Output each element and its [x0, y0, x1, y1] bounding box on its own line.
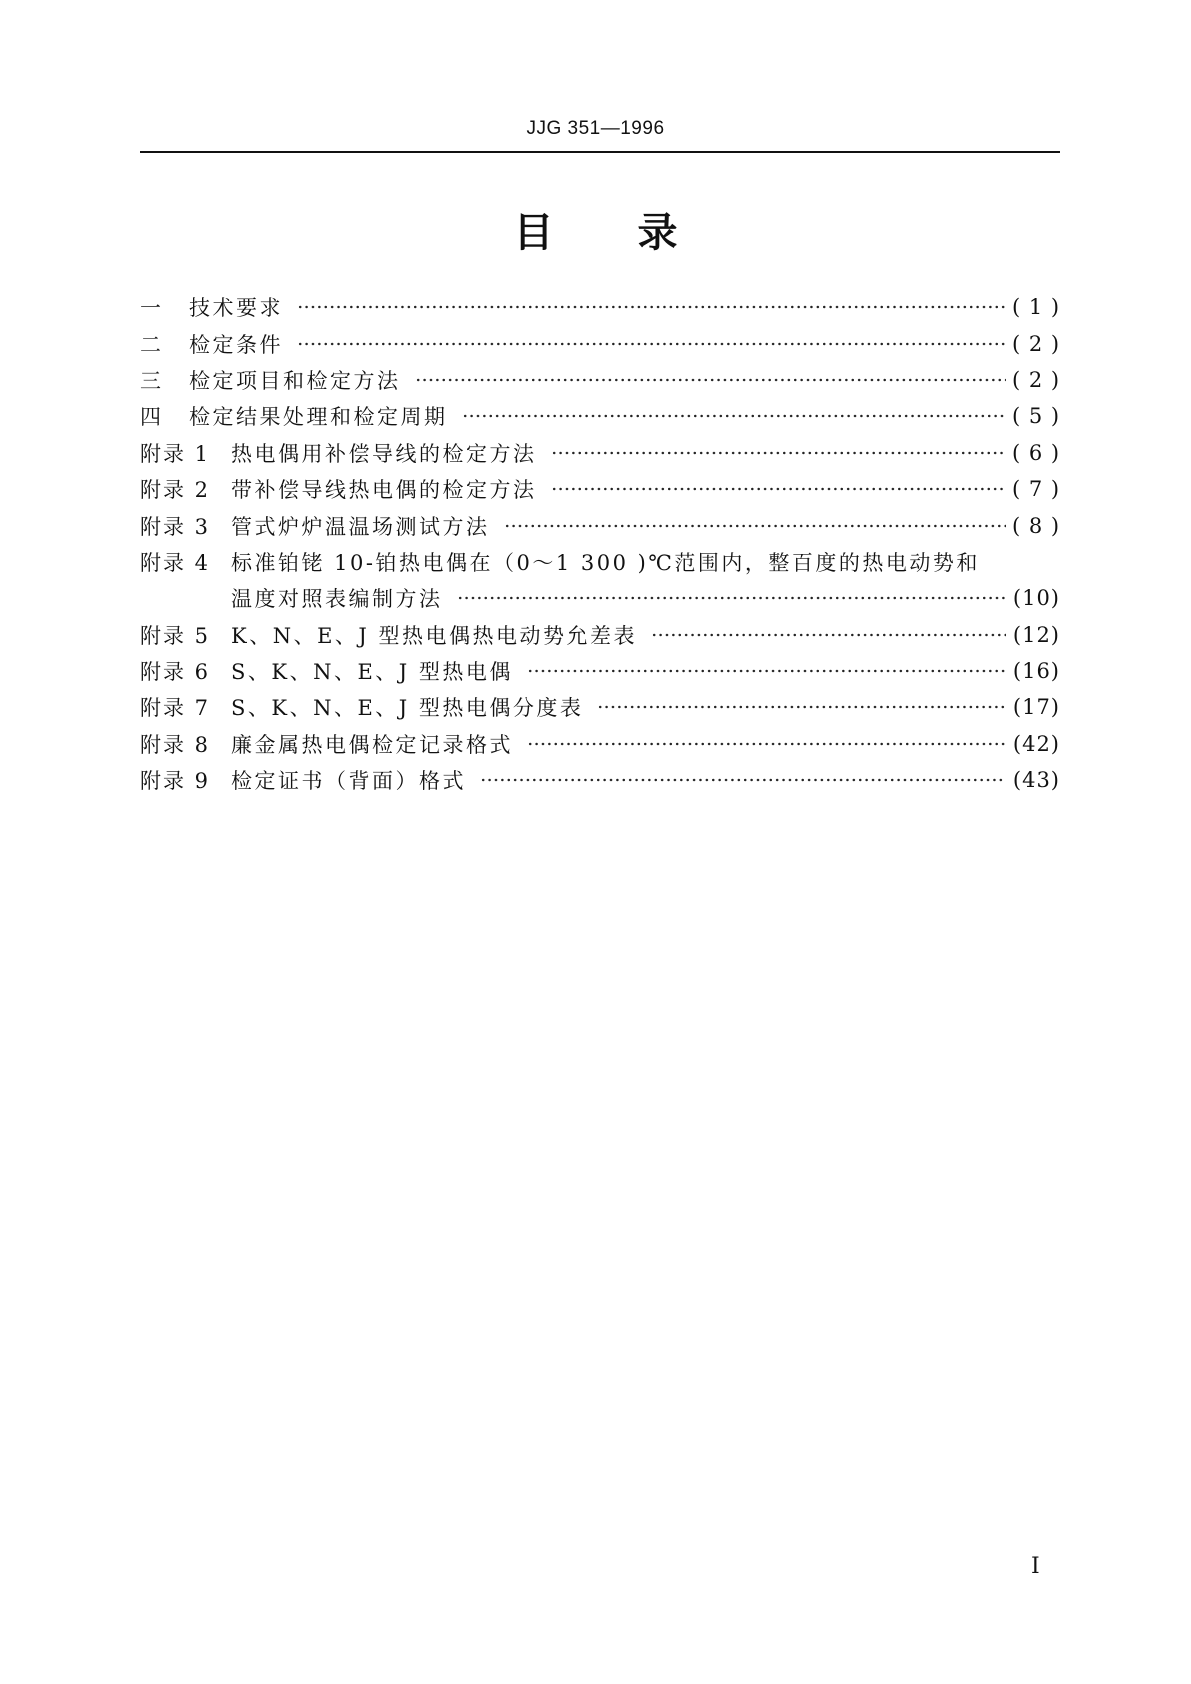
toc-entry-label: 附录 7: [140, 696, 211, 721]
toc-entry-label: 附录 3: [140, 514, 211, 539]
toc-entry-label: 附录 9: [140, 769, 211, 794]
toc-entry[interactable]: [140, 435, 1060, 471]
dot-leader: [527, 734, 1006, 754]
toc-entry-label: 三: [140, 368, 163, 393]
toc-entry-text: 带补偿导线热电偶的检定方法: [231, 478, 537, 503]
toc-entry[interactable]: [140, 726, 1060, 762]
toc-entry-page: ( 2 ): [1012, 331, 1061, 356]
toc-entry-label: 四: [140, 405, 163, 430]
toc-entry-page: ( 7 ): [1012, 477, 1061, 502]
dot-leader: [297, 334, 1006, 354]
toc-entry-text: 温度对照表编制方法: [231, 587, 443, 612]
dot-leader: [462, 406, 1007, 426]
toc-entry-label: 附录 5: [140, 623, 211, 648]
toc-entry-text: S、K、N、E、J 型热电偶分度表: [231, 696, 584, 721]
toc-entry-text: K、N、E、J 型热电偶热电动势允差表: [231, 623, 637, 648]
toc-entry[interactable]: [140, 544, 1060, 580]
toc-entry-text: 廉金属热电偶检定记录格式: [231, 732, 513, 757]
toc-entry-page: (17): [1012, 695, 1060, 720]
toc-entry[interactable]: [140, 617, 1060, 653]
toc-entry-text: S、K、N、E、J 型热电偶: [231, 660, 513, 685]
toc-entry-text: 技术要求: [189, 296, 283, 321]
toc-entry-page: (42): [1012, 731, 1060, 756]
toc-entry[interactable]: [140, 325, 1060, 361]
toc-entry-page: (12): [1012, 622, 1060, 647]
toc-entry[interactable]: [140, 362, 1060, 398]
toc-entry[interactable]: [140, 689, 1060, 725]
toc-entry-text: 标准铂铑 10-铂热电偶在（0～1 300 )℃范围内，整百度的热电动势和: [231, 550, 980, 575]
toc-entry-label: 二: [140, 332, 163, 357]
toc-entry-page: ( 5 ): [1012, 404, 1061, 429]
toc-entry-label: 附录 4: [140, 550, 211, 575]
toc-entry-text: 管式炉炉温温场测试方法: [231, 514, 490, 539]
toc-entry[interactable]: [140, 289, 1060, 325]
page-number: I: [1031, 1554, 1040, 1579]
toc-entry-text: 检定结果处理和检定周期: [189, 405, 448, 430]
running-head: JJG 351—1996: [526, 118, 665, 139]
dot-leader: [415, 370, 1007, 390]
toc-entry[interactable]: [140, 762, 1060, 798]
toc-entry-page: ( 8 ): [1012, 513, 1061, 538]
dot-leader: [651, 625, 1006, 645]
toc-entry-label: 附录 1: [140, 441, 211, 466]
dot-leader: [297, 297, 1006, 317]
dot-leader: [527, 661, 1006, 681]
toc-entry-page: (16): [1012, 659, 1060, 684]
toc-entry-text: 检定证书（背面）格式: [231, 769, 466, 794]
dot-leader: [480, 770, 1006, 790]
toc-entry[interactable]: [140, 507, 1060, 543]
toc-entry-page: (43): [1012, 768, 1060, 793]
toc-entry-text: 检定条件: [189, 332, 283, 357]
toc-entry-page: ( 6 ): [1012, 440, 1061, 465]
toc-entry[interactable]: [140, 471, 1060, 507]
dot-leader: [457, 588, 1007, 608]
toc-entry-text: 检定项目和检定方法: [189, 368, 401, 393]
toc-entry-text: 热电偶用补偿导线的检定方法: [231, 441, 537, 466]
dot-leader: [504, 516, 1007, 536]
toc-title: 目录: [513, 210, 762, 256]
table-of-contents: [140, 289, 1060, 798]
header-rule: [140, 151, 1060, 153]
dot-leader: [551, 479, 1007, 499]
toc-entry-label: 附录 6: [140, 660, 211, 685]
toc-entry-label: 附录 8: [140, 732, 211, 757]
toc-entry-page: ( 2 ): [1012, 367, 1061, 392]
toc-entry-label: 一: [140, 296, 163, 321]
dot-leader: [597, 697, 1006, 717]
toc-entry-page: (10): [1012, 586, 1060, 611]
toc-entry-label: 附录 2: [140, 478, 211, 503]
toc-entry-page: ( 1 ): [1012, 295, 1061, 320]
toc-entry[interactable]: [140, 398, 1060, 434]
dot-leader: [551, 443, 1007, 463]
toc-entry[interactable]: [140, 653, 1060, 689]
toc-entry-continuation[interactable]: [140, 580, 1060, 616]
